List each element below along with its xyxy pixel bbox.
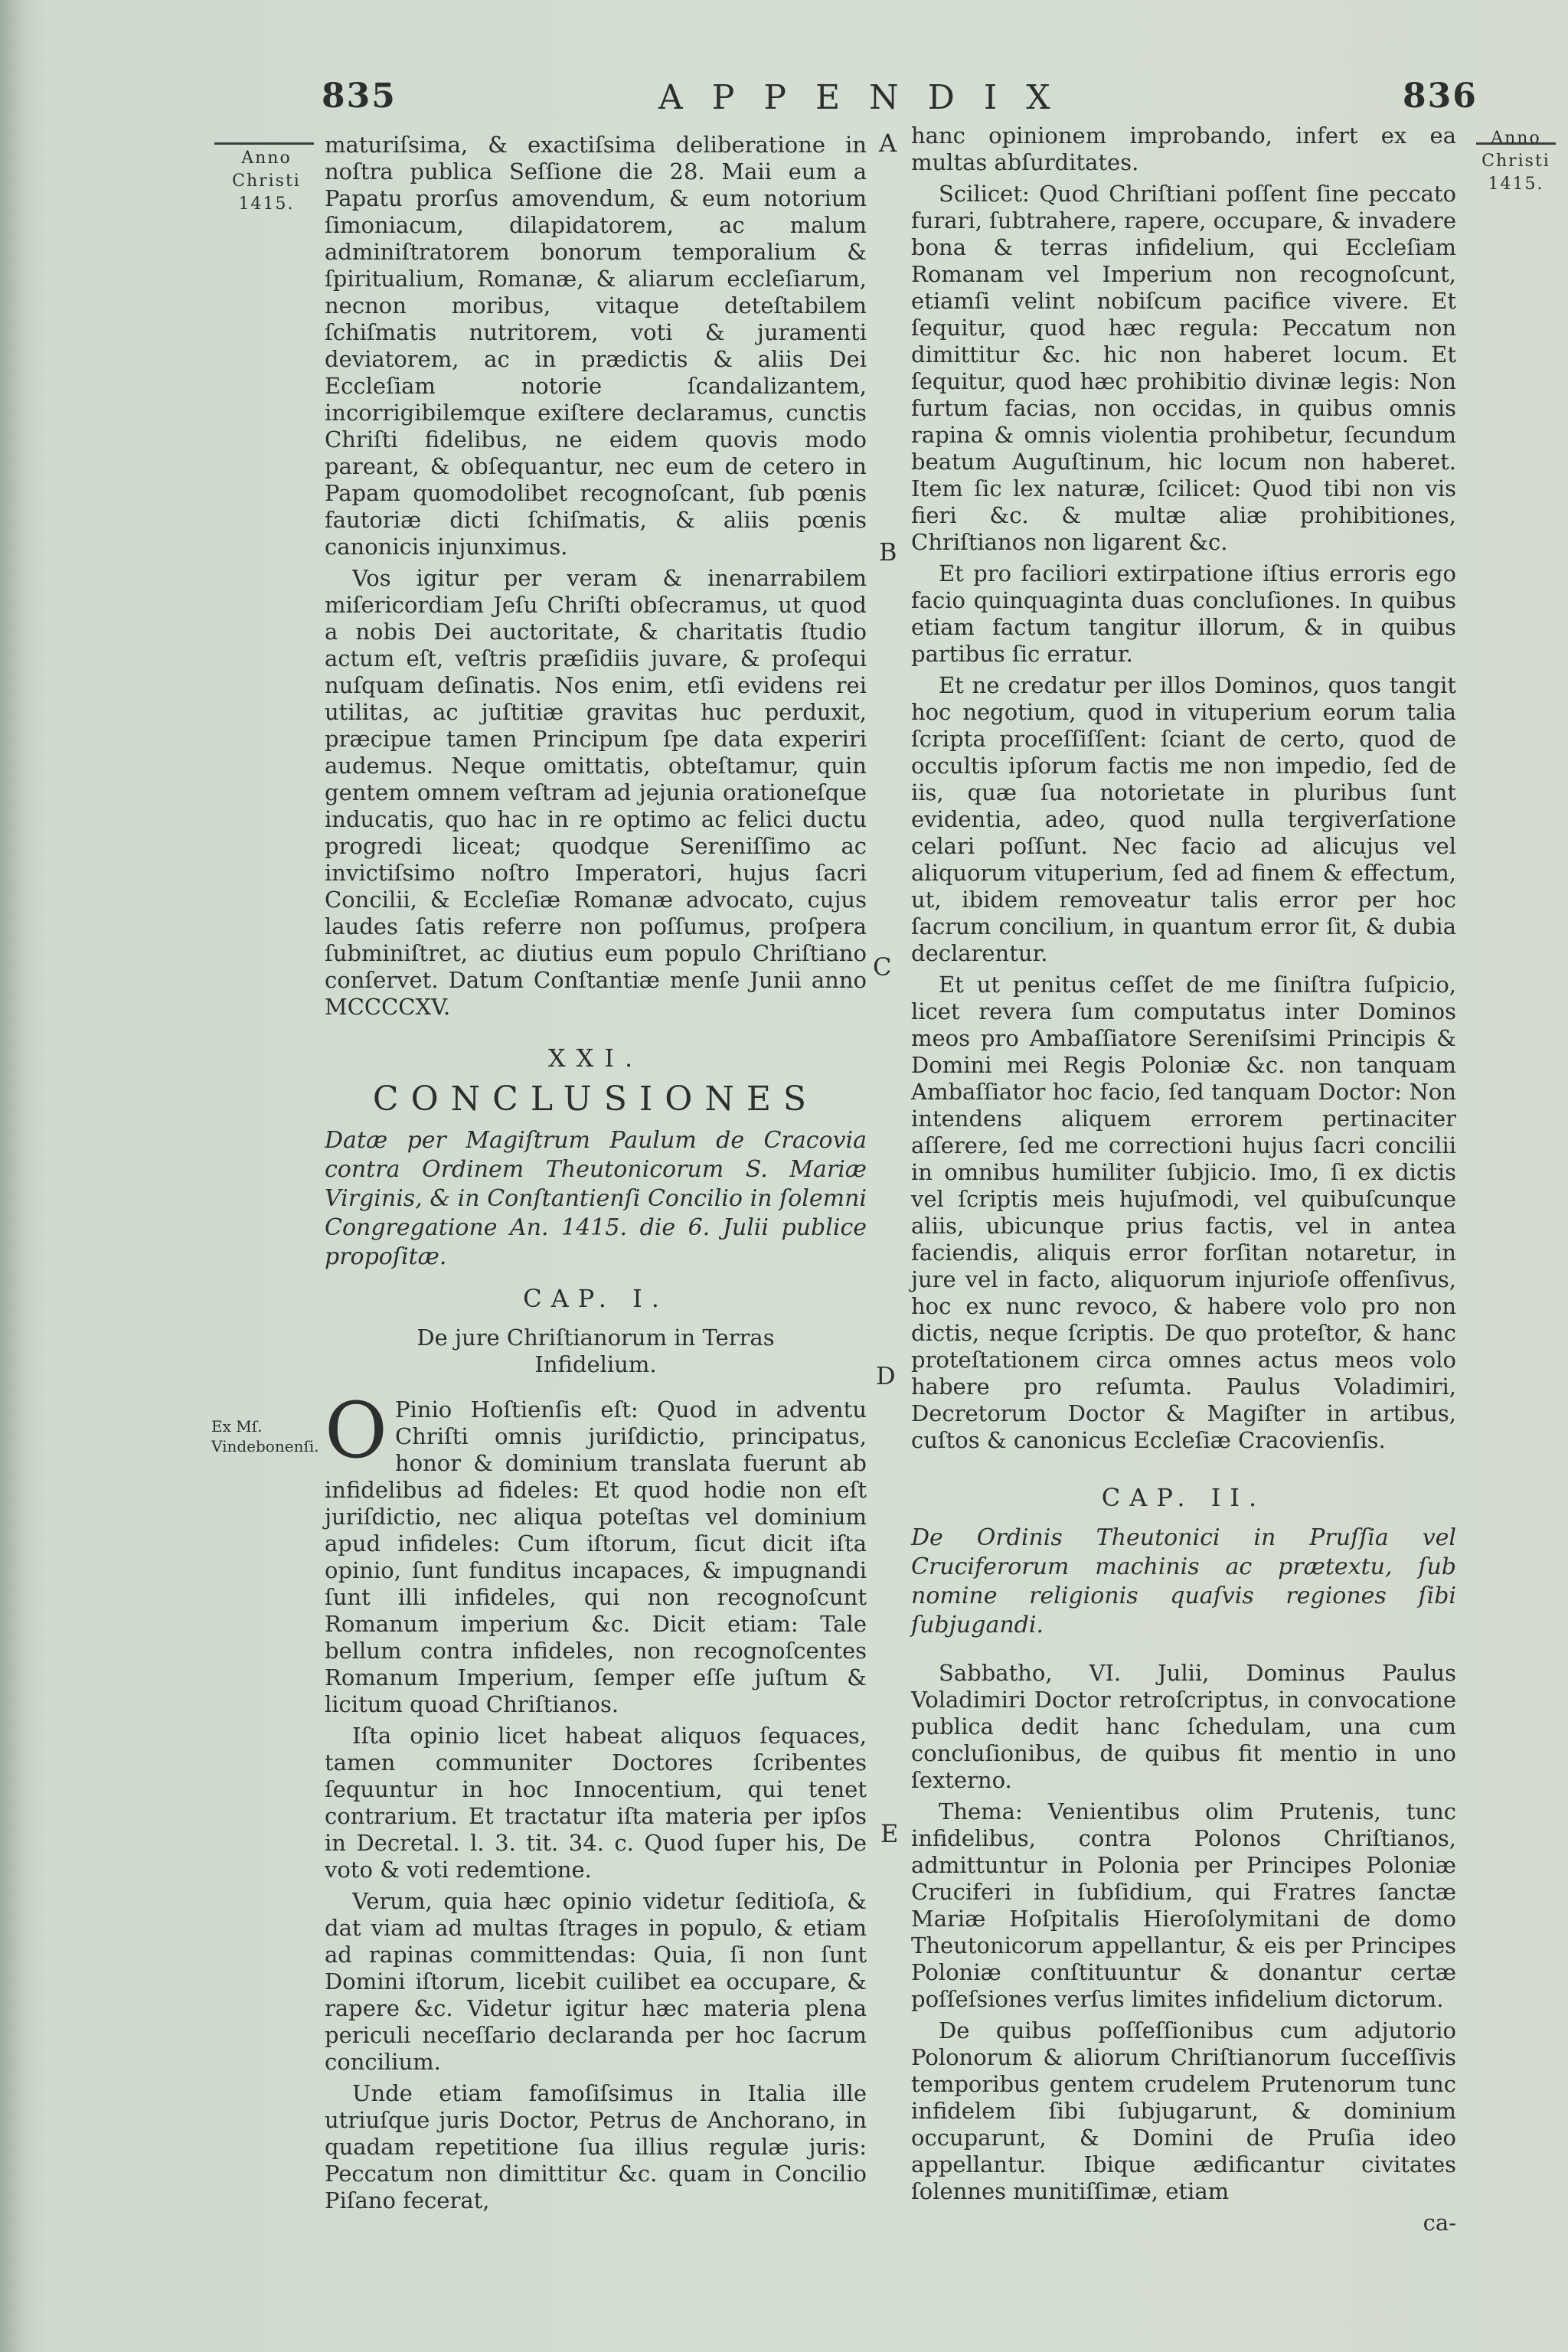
section-letter-e: E <box>880 1819 899 1848</box>
right-paragraph-4: Et ne credatur per illos Dominos, quos tangit hoc negotium, quod in vituperium eorum talia ſcripta proceſſiſſent: ſciant de certo, quod de occultis ipſorum factis me non impedio, ſed de iis, quæ ſua notorietate in pluribus ſunt evidentia, adeo, quod nulla tergiverſatione celari poſſunt. Nec facio ad alicujus vel aliquorum vituperium, ſed ad finem & effectum, ut, ibidem removeatur talis error per hoc ſacrum concilium, in quantum error ſit, & dubia declarentur. <box>911 672 1456 966</box>
left-paragraph-6: Unde etiam famoſiſsimus in Italia ille utriuſque juris Doctor, Petrus de Anchorano, in quadam repetitione ſua illius regulæ juris: Peccatum non dimittitur &c. quam in Concilio Piſano fecerat, <box>325 2080 867 2213</box>
margin-note-anno-right <box>1473 127 1559 196</box>
right-paragraph-8: De quibus poſſeſſionibus cum adjutorio Polonorum & aliorum Chriſtianorum ſucceſſivis temporibus gentem crudelem Prutenorum tunc infidelem ſibi ſubjugarunt, & dominium occuparunt, & Domini de Pruſia ideo appellantur. Ibique ædificantur civitates ſolennes munitiſſimæ, etiam <box>911 2017 1456 2204</box>
left-paragraph-1: maturiſsima, & exactiſsima deliberatione in noſtra publica Seſſione die 28. Maii eum a Papatu prorſus amovendum, & eum notorium ſimoniacum, dilapidatorem, ac malum adminiſtratorem bonorum temporalium & ſpiritualium, Romanæ, & aliarum eccleſiarum, necnon moribus, vitaque deteſtabilem ſchiſmatis nutritorem, voti & juramenti deviatorem, ac in prædictis & aliis Dei Eccleſiam notorie ſcandalizantem, incorrigibilemque exiſtere declaramus, cunctis Chriſti fidelibus, ne eidem quovis modo pareant, & obſequantur, nec eum de cetero in Papam quomodolibet recognoſcant, ſub pœnis fautoriæ dicti ſchiſmatis, & aliis pœnis canonicis injunximus. <box>325 132 867 560</box>
left-paragraph-3 <box>325 1386 867 1718</box>
margin-year: 1415. <box>238 194 295 214</box>
conclusiones-subtitle: Datæ per Magiſtrum Paulum de Cracovia contra Ordinem Theutonicorum S. Mariæ Virginis, & in Conſtantienſi Concilio in ſolemni Congregatione An. 1415. die 6. Julii publice propoſitæ. <box>325 1127 867 1270</box>
left-paragraph-5: Verum, quia hæc opinio videtur ſeditioſa, & dat viam ad multas ſtrages in populo, & etiam ad rapinas committendas: Quia, ſi non ſunt Domini iſtorum, licebit cuilibet ea occupare, & rapere &c. Videtur igitur hæc materia plena periculi neceſſario declaranda per hoc ſacrum concilium. <box>325 1888 867 2075</box>
running-title: APPENDIX <box>658 78 1080 117</box>
section-letter-d: D <box>876 1361 896 1390</box>
gutter-shadow <box>0 0 28 2352</box>
margin-christi-word: Christi <box>232 172 301 191</box>
left-paragraph-4: Iſta opinio licet habeat aliquos ſequaces, tamen communiter Doctores ſcribentes ſequuntur in hoc Innocentium, qui tenet contrarium. Et tractatur iſta materia per ipſos in Decretal. l. 3. tit. 34. c. Quod ſuper his, De voto & voti redemtione. <box>325 1723 867 1883</box>
left-paragraph-3-text: Pinio Hoſtienſis eſt: Quod in adventu Chriſti omnis juriſdictio, principatus, honor & dominium translata fuerunt ab infidelibus ad fideles: Et quod hodie non eſt juriſdictio, nec aliqua poteſtas vel dominium apud infideles: Cum iſtorum, ſicut dicit iſta opinio, ſunt funditus incapaces, & impugnandi ſunt illi infideles, qui non recognoſcunt Romanum imperium &c. Dicit etiam: Tale bellum contra infideles, non recognoſcentes Romanum Imperium, ſemper eſſe juſtum & licitum quoad Chriſtianos. <box>325 1396 867 1717</box>
chapter-2-heading: CAP. II. <box>1101 1483 1266 1512</box>
right-paragraph-2: Scilicet: Quod Chriſtiani poſſent ſine peccato furari, ſubtrahere, rapere, occupare, & invadere bona & terras infidelium, qui Eccleſiam Romanam vel Imperium non recognoſcunt, etiamſi velint nobiſcum pacifice vivere. Et ſequitur, quod hæc regula: Peccatum non dimittitur &c. hic non haberet locum. Et ſequitur, quod hæc prohibitio divinæ legis: Non furtum facias, non occidas, in quibus omnis rapina & omnis violentia prohibetur, ſecundum beatum Auguſtinum, hic locum non haberet. Item ſic lex naturæ, ſcilicet: Quod tibi non vis fieri &c. & multæ aliæ prohibitiones, Chriſtianos non ligarent &c. <box>911 181 1456 555</box>
right-paragraph-3: Et pro faciliori extirpatione iſtius erroris ego facio quinquaginta duas concluſiones. In quibus etiam factum tangitur illorum, & in quibus partibus ſic erratur. <box>911 560 1456 667</box>
right-paragraph-5: Et ut penitus ceſſet de me ſiniſtra ſuſpicio, licet revera ſum computatus inter Dominos meos pro Ambaſſiatore Sereniſsimi Principis & Domini mei Regis Poloniæ &c. non tanquam Ambaſſiator hoc facio, ſed tanquam Doctor: Non intendens aliquem errorem pertinaciter aſſerere, ſed me correctioni hujus ſacri concilii in omnibus humiliter ſubjicio. Imo, ſi ex dictis vel ſcriptis meis hujuſmodi, vel quibuſcunque aliis, ubicunque prius factis, vel in antea faciendis, aliquis error forſitan notaretur, in jure vel in facto, aliquorum injurioſe offenſivus, hoc ex nunc revoco, & habere volo pro non dictis, neque ſcriptis. De quo proteſtor, & hanc proteſtationem circa omnes actus meos volo habere pro reſumta. Paulus Voladimiri, Decretorum Doctor & Magiſter in artibus, cuſtos & canonicus Eccleſiæ Cracovienſis. <box>911 972 1456 1453</box>
document-number-heading: XXI. <box>547 1044 644 1073</box>
chapter-2-subtitle: De Ordinis Theutonici in Pruſſia vel Cruciferorum machinis ac prætextu, ſub nomine religionis quaſvis regiones ſibi ſubjugandi. <box>911 1524 1456 1638</box>
right-paragraph-1: hanc opinionem improbando, infert ex ea multas abſurditates. <box>911 122 1456 175</box>
chapter-1-subtitle: De jure Chriſtianorum in Terras Infidelium. <box>416 1325 775 1377</box>
margin-year: 1415. <box>1488 175 1544 194</box>
margin-note-anno-left <box>213 147 320 216</box>
catchword: ca- <box>1423 2210 1456 2236</box>
section-letter-b: B <box>879 537 897 567</box>
left-page-number: 835 <box>322 77 397 116</box>
margin-rule-left <box>214 142 314 145</box>
right-page-number: 836 <box>1403 77 1478 116</box>
chapter-1-heading: CAP. I. <box>523 1284 668 1313</box>
margin-note-source: Ex Mſ. Vindebonenſi. <box>211 1417 319 1455</box>
section-letter-c: C <box>873 952 892 982</box>
section-letter-a: A <box>879 129 897 158</box>
right-column <box>911 122 1456 2236</box>
margin-anno-word: Anno <box>1491 129 1541 148</box>
left-column <box>325 132 867 2219</box>
conclusiones-heading: CONCLUSIONES <box>372 1080 819 1119</box>
right-paragraph-7: Thema: Venientibus olim Prutenis, tunc infidelibus, contra Polonos Chriſtianos, admittuntur in Polonia per Principes Poloniæ Cruciferi in ſubſidium, qui Fratres ſanctæ Mariæ Hoſpitalis Hieroſolymitani de domo Theutonicorum appellantur, & eis per Principes Poloniæ conſtituuntur & donantur certæ poſſeſsiones verſus limites infidelium dictorum. <box>911 1798 1456 2012</box>
margin-christi-word: Christi <box>1481 152 1550 171</box>
left-paragraph-2: Vos igitur per veram & inenarrabilem miſericordiam Jeſu Chriſti obſecramus, ut quod a nobis Dei auctoritate, & charitatis ſtudio actum eſt, veſtris præſidiis juvare, & proſequi nuſquam deſinatis. Nos enim, etſi evidens rei utilitas, ac juſtitiæ gravitas huc perduxit, præcipue tamen Principum ſpe data experiri audemus. Neque omittatis, obteſtamur, quin gentem omnem veſtram ad jejunia orationeſque inducatis, quo hac in re optimo ac felici ductu progredi liceat; quodque Sereniſſimo ac invictiſsimo noſtro Imperatori, hujus ſacri Concilii, & Eccleſiæ Romanæ advocato, cujus laudes ſatis referre non poſſumus, proſpera ſubminiſtret, ac diutius eum populo Chriſtiano conſervet. Datum Conſtantiæ menſe Junii anno MCCCCXV. <box>325 565 867 1020</box>
right-paragraph-6: Sabbatho, VI. Julii, Dominus Paulus Voladimiri Doctor retroſcriptus, in convocatione publica dedit hanc ſchedulam, una cum concluſionibus, de quibus fit mentio in uno ſexterno. <box>911 1660 1456 1793</box>
margin-anno-word: Anno <box>241 149 292 168</box>
drop-cap-o: O <box>325 1386 387 1475</box>
